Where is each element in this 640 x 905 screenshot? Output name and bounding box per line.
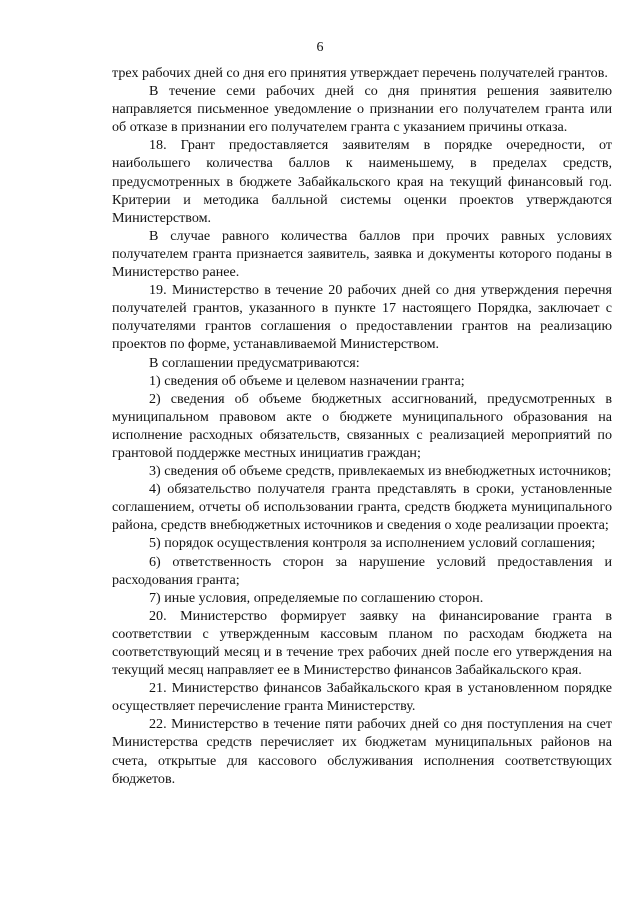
paragraph-clause-21: 21. Министерство финансов Забайкальского края в установленном порядке осуществляет перечисление гранта Министерству. xyxy=(112,680,612,715)
paragraph-agreement-intro: В соглашении предусматриваются: xyxy=(149,354,360,371)
paragraph-clause-18: 18. Грант предоставляется заявителям в порядке очередности, от наибольшего количества баллов к наименьшему, в пределах средств, предусмотренных в бюджете Забайкальского края на текущий финансовый год. Критерии и методика балльной системы оценки проектов утверждаются Министерством. xyxy=(112,137,612,226)
page-number: 6 xyxy=(316,40,324,55)
paragraph-notification: В течение семи рабочих дней со дня принятия решения заявителю направляется письменное уведомление о признании его получателем гранта или об отказе в признании его получателем гранта с указанием причины отказа. xyxy=(112,83,612,136)
paragraph-equal-points: В случае равного количества баллов при прочих равных условиях получателем гранта признается заявитель, заявка и документы которого поданы в Министерство ранее. xyxy=(112,227,612,281)
list-item-6: 6) ответственность сторон за нарушение условий предоставления и расходования гранта; xyxy=(112,553,612,588)
list-item-1: 1) сведения об объеме и целевом назначении гранта; xyxy=(149,372,465,389)
document-body xyxy=(112,64,612,788)
list-item-7: 7) иные условия, определяемые по соглашению сторон. xyxy=(149,589,484,606)
list-item-3: 3) сведения об объеме средств, привлекаемых из внебюджетных источников; xyxy=(149,463,612,480)
paragraph-clause-19: 19. Министерство в течение 20 рабочих дней со дня утверждения перечня получателей грантов, указанного в пункте 17 настоящего Порядка, заключает с получателями грантов соглашения о предоставлении грантов на реализацию проектов по форме, устанавливаемой Министерством. xyxy=(112,282,612,353)
list-item-2: 2) сведения об объеме бюджетных ассигнований, предусмотренных в муниципальном правовом акте о бюджете муниципального образования на исполнение расходных обязательств, связанных с реализацией мероприятий по грантовой поддержке местных инициатив граждан; xyxy=(112,390,612,461)
list-item-5: 5) порядок осуществления контроля за исполнением условий соглашения; xyxy=(149,535,596,552)
paragraph-clause-22: 22. Министерство в течение пяти рабочих дней со дня поступления на счет Министерства средств перечисляет их бюджетам муниципальных районов на счета, открытые для кассового обслуживания исполнения соответствующих бюджетов. xyxy=(112,716,612,787)
paragraph-continuation: трех рабочих дней со дня его принятия утверждает перечень получателей грантов. xyxy=(112,65,608,81)
list-item-4: 4) обязательство получателя гранта представлять в сроки, установленные соглашением, отчеты об использовании гранта, средств бюджета муниципального района, средств внебюджетных источников и сведения о ходе реализации проекта; xyxy=(112,481,612,534)
paragraph-clause-20: 20. Министерство формирует заявку на финансирование гранта в соответствии с утвержденным кассовым планом по расходам бюджета на соответствующий месяц и в течение трех рабочих дней после его утверждения на текущий месяц направляет ее в Министерство финансов Забайкальского края. xyxy=(112,607,612,679)
